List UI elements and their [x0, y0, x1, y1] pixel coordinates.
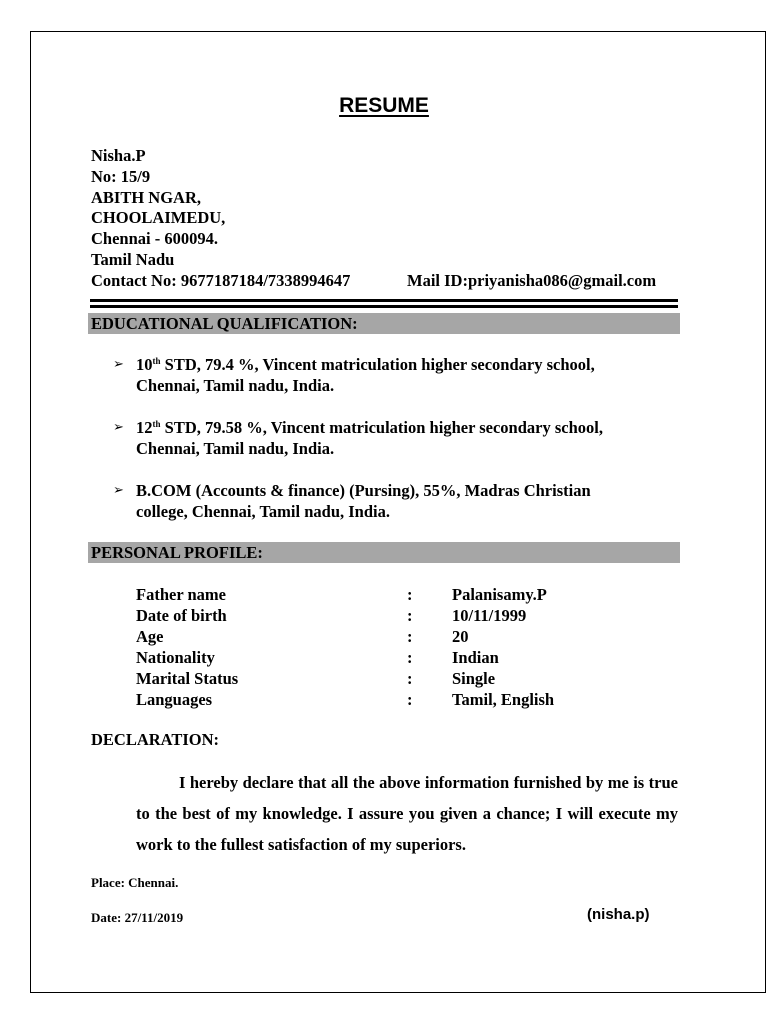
profile-separator: :	[407, 669, 413, 688]
address-line: Tamil Nadu	[91, 249, 175, 269]
education-item: ➢ B.COM (Accounts & finance) (Pursing), 55%, Madras Christian college, Chennai, Tamil nadu, India.	[113, 481, 591, 521]
profile-row	[136, 668, 636, 689]
address-line: CHOOLAIMEDU,	[91, 208, 226, 228]
address-line: ABITH NGAR,	[91, 187, 202, 207]
education-heading: EDUCATIONAL QUALIFICATION:	[88, 313, 680, 334]
profile-value: Palanisamy.P	[452, 585, 547, 604]
profile-separator: :	[407, 627, 413, 646]
profile-separator: :	[407, 606, 413, 625]
declaration-heading: DECLARATION:	[91, 730, 220, 749]
profile-label: Father name	[136, 585, 226, 604]
profile-label: Date of birth	[136, 606, 227, 625]
profile-label: Marital Status	[136, 669, 239, 688]
profile-label: Age	[136, 627, 164, 646]
arrow-bullet-icon: ➢	[113, 357, 124, 372]
profile-table	[136, 584, 636, 710]
place-line: Place: Chennai.	[91, 875, 179, 890]
education-list	[113, 354, 673, 543]
divider-line	[90, 299, 678, 302]
email-address: Mail ID:priyanisha086@gmail.com	[407, 270, 657, 290]
address-line: No: 15/9	[91, 166, 151, 186]
arrow-bullet-icon: ➢	[113, 420, 124, 435]
profile-row	[136, 647, 636, 668]
profile-separator: :	[407, 690, 413, 709]
profile-value: 20	[452, 627, 469, 646]
arrow-bullet-icon: ➢	[113, 483, 124, 498]
declaration-text: I hereby declare that all the above information furnished by me is true to the best of my knowledge. I assure you given a chance; I will execute my work to the fullest satisfaction of my superiors.	[136, 773, 678, 854]
profile-row	[136, 605, 636, 626]
education-item: ➢ 10th STD, 79.4 %, Vincent matriculation higher secondary school, Chennai, Tamil nadu, India.	[113, 355, 595, 395]
profile-value: Single	[452, 669, 496, 688]
date-line: Date: 27/11/2019	[91, 910, 184, 925]
profile-value: 10/11/1999	[452, 606, 527, 625]
contact-line	[91, 271, 681, 292]
address-line: Chennai - 600094.	[91, 229, 218, 249]
resume-title: RESUME	[339, 94, 429, 117]
contact-block	[91, 146, 681, 292]
profile-value: Indian	[452, 648, 499, 667]
contact-number: Contact No: 9677187184/7338994647	[91, 270, 351, 290]
profile-label: Languages	[136, 690, 213, 709]
profile-row	[136, 584, 636, 605]
profile-separator: :	[407, 585, 413, 604]
profile-separator: :	[407, 648, 413, 667]
signature: (nisha.p)	[587, 906, 650, 923]
education-item: ➢ 12th STD, 79.58 %, Vincent matriculation higher secondary school, Chennai, Tamil nadu, India.	[113, 418, 603, 458]
profile-value: Tamil, English	[452, 690, 555, 709]
profile-row	[136, 626, 636, 647]
profile-row	[136, 689, 636, 710]
candidate-name: Nisha.P	[91, 146, 146, 165]
profile-label: Nationality	[136, 648, 215, 667]
divider-line	[90, 305, 678, 308]
profile-heading: PERSONAL PROFILE:	[88, 542, 680, 563]
